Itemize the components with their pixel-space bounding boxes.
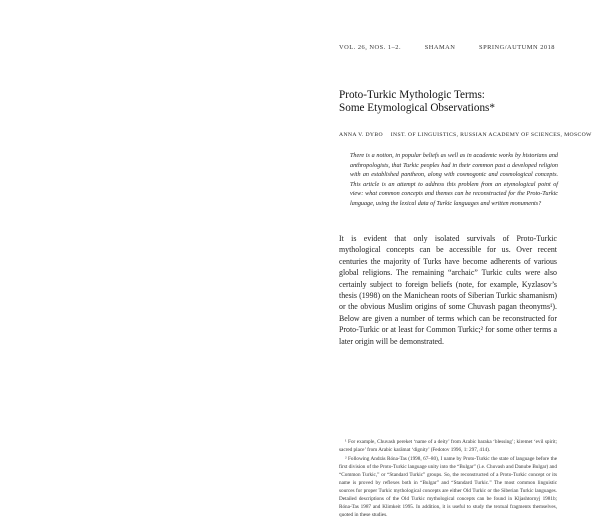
running-header xyxy=(339,44,555,51)
article-title xyxy=(339,89,564,115)
body-paragraph: It is evident that only isolated survivals of Proto-Turkic mythological concepts can be accessible for us. Over recent centuries the majority of Turks have become adherents of various global religions. The remaining “archaic” Turkic cults were also certainly subject to foreign beliefs (note, for example, Kyzlasov’s thesis (1998) on the Manichean roots of Siberian Turkic shamanism) or the obvious Muslim origins of some Chuvash pagan theonyms¹). Below are given a number of terms which can be reconstructed for Proto-Turkic or at least for Common Turkic;² for some other terms a later origin will be demonstrated. xyxy=(339,234,557,346)
header-journal: SHAMAN xyxy=(424,44,456,51)
author-name: ANNA V. DYBO xyxy=(339,132,383,138)
footnote-1: ¹ For example, Chuvash pereket ‘name of a deity’ from Arabic baraka ‘blessing’; kiremet ‘evil spirit; sacred place’ from Arabic karāmat ‘dignity’ (Fedotov 1996, 1: 297, 414). xyxy=(339,439,557,454)
footnotes xyxy=(339,438,557,520)
abstract: There is a notion, in popular beliefs as well as in academic works by historians and anthropologists, that Turkic peoples had in their common past a developed religion with an established pantheon, along with cosmogonic and cosmological concepts. This article is an attempt to address this problem from an etymological point of view: what common concepts and themes can be reconstructed for the Proto-Turkic language, using the lexical data of Turkic languages and written monuments? xyxy=(350,153,558,207)
footnote-2: ² Following András Róna-Tas (1998, 67–80), I name by Proto-Turkic the state of language before the first division of the Proto-Turkic language unity into the “Bulgar” (i.e. Chuvash and Danube Bulgar) and “Common Turkic,” or “Standard Turkic” groups. So, the reconstructed of a Proto-Turkic concept or its name is proved by reflexes both in “Bulgar” and “Standard Turkic.” The most common linguistic sources for proper Turkic mythological concepts are either Old Turkic or the Siberian Turkic languages. Detailed descriptions of the Old Turkic mythological concepts can be found in Kljashtornyj 1981b; Róna-Tas 1987 and Klimkeit 1995. In addition, it is useful to study the textual fragments themselves, quoted in these studies. xyxy=(339,455,557,519)
author-line xyxy=(339,132,592,138)
title-line-2: Some Etymological Observations* xyxy=(339,102,495,114)
title-line-1: Proto-Turkic Mythologic Terms: xyxy=(339,89,485,101)
author-affiliation: INST. OF LINGUISTICS, RUSSIAN ACADEMY OF SCIENCES, MOSCOW xyxy=(390,132,592,138)
header-season: SPRING/AUTUMN 2018 xyxy=(479,44,555,51)
header-volume: VOL. 26, NOS. 1–2. xyxy=(339,44,402,51)
